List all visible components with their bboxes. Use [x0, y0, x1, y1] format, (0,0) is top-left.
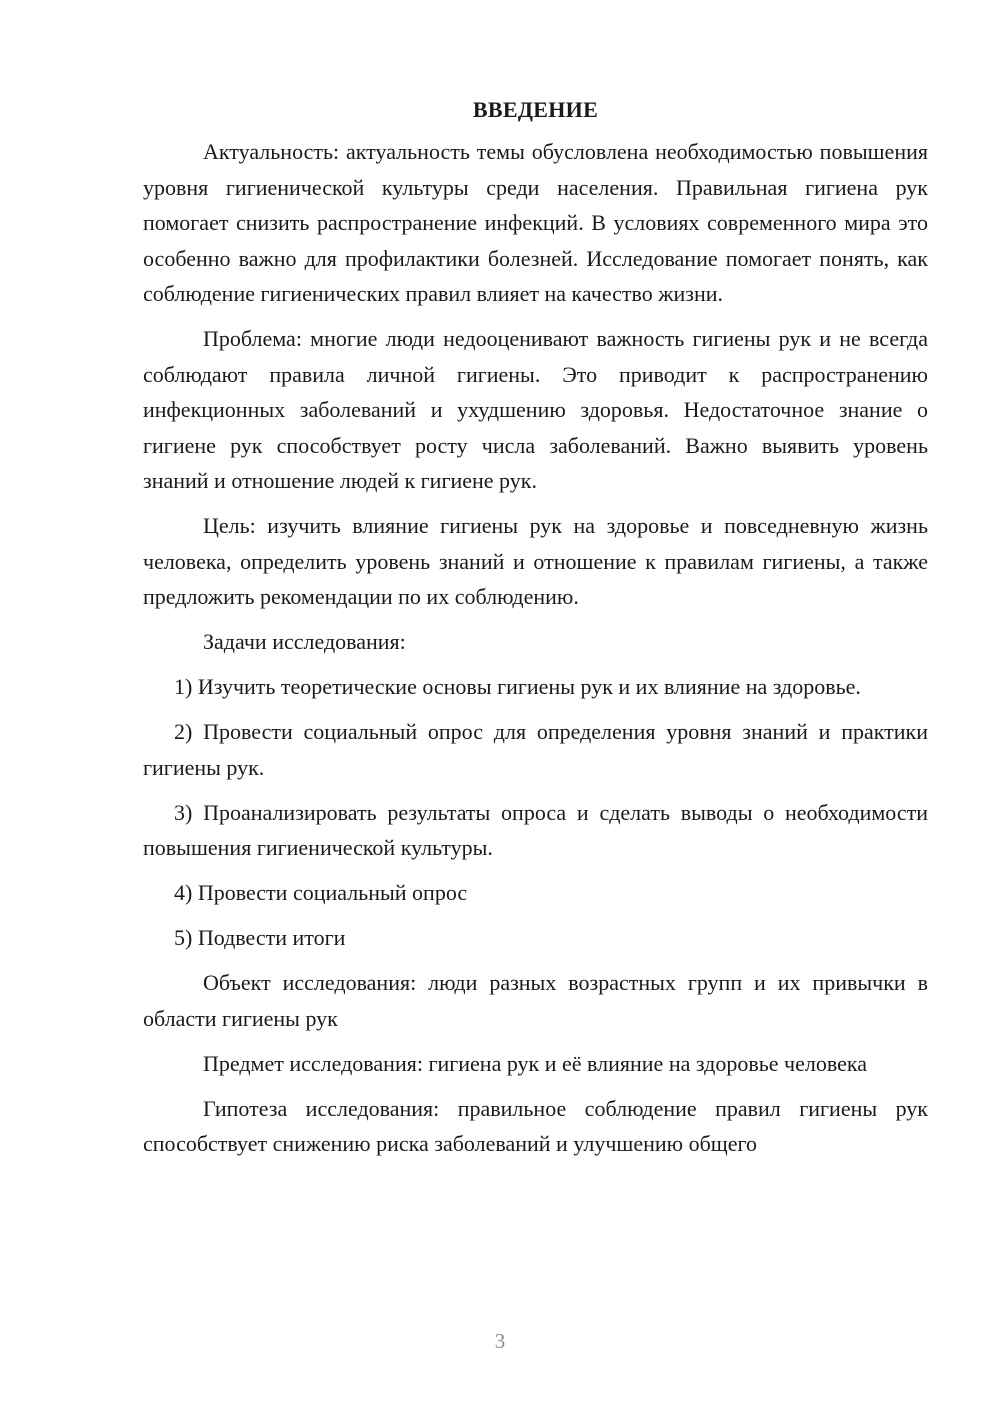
- task-item-4: 4) Провести социальный опрос: [174, 880, 468, 905]
- task-item-2: 2) Провести социальный опрос для определения уровня знаний и практики гигиены рук.: [143, 719, 928, 780]
- task-item-3: 3) Проанализировать результаты опроса и сделать выводы о необходимости повышения гигиенической культуры.: [143, 799, 928, 860]
- paragraph-hypothesis: Гипотеза исследования: правильное соблюдение правил гигиены рук способствует снижению риска заболеваний и улучшению общего: [143, 1095, 928, 1156]
- task-item-5: 5) Подвести итоги: [174, 925, 346, 950]
- paragraph-subject: Предмет исследования: гигиена рук и её влияние на здоровье человека: [203, 1050, 867, 1076]
- paragraph-object: Объект исследования: люди разных возрастных групп и их привычки в области гигиены рук: [143, 970, 928, 1031]
- paragraph-tasks-heading: Задачи исследования:: [203, 629, 406, 654]
- paragraph-relevance: Актуальность: актуальность темы обусловлена необходимостью повышения уровня гигиенической культуры среди населения. Правильная гигиена рук помогает снизить распространение инфекций. В условиях современного мира это особенно важно для профилактики болезней. Исследование помогает понять, как соблюдение гигиенических правил влияет на качество жизни.: [143, 139, 928, 306]
- paragraph-goal: Цель: изучить влияние гигиены рук на здоровье и повседневную жизнь человека, определить уровень знаний и отношение к правилам гигиены, а также предложить рекомендации по их соблюдению.: [143, 513, 928, 609]
- paragraph-problem: Проблема: многие люди недооценивают важность гигиены рук и не всегда соблюдают правила личной гигиены. Это приводит к распространению инфекционных заболеваний и ухудшению здоровья. Недостаточное знание о гигиене рук способствует росту числа заболеваний. Важно выявить уровень знаний и отношение людей к гигиене рук.: [143, 326, 928, 493]
- document-page: [143, 92, 928, 1162]
- section-title: ВВЕДЕНИЕ: [472, 97, 599, 122]
- page-number: 3: [494, 1329, 506, 1353]
- task-item-1: 1) Изучить теоретические основы гигиены рук и их влияние на здоровье.: [174, 674, 861, 699]
